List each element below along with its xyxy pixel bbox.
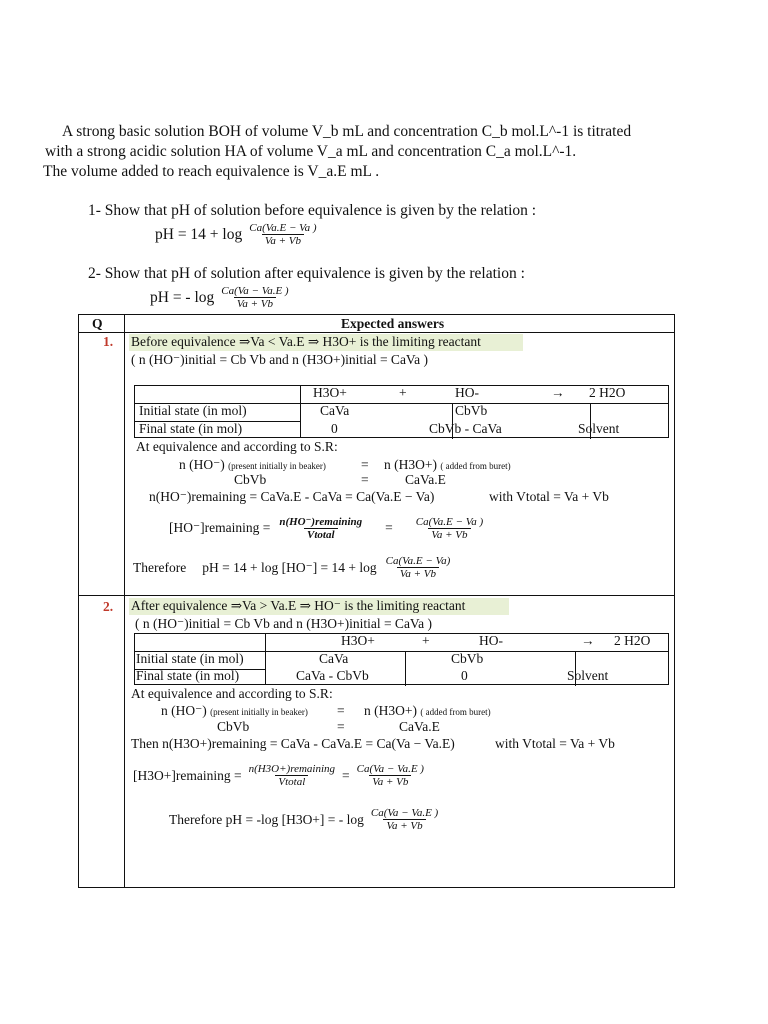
answer-2-concentration	[133, 763, 427, 788]
question-1-label: 1- Show that pH of solution before equivalence is given by the relation :	[88, 202, 537, 219]
answer-1-number: 1.	[103, 334, 114, 349]
answer-2-added-note: ( added from buret)	[420, 707, 491, 717]
table-header-answers: Expected answers	[341, 316, 445, 331]
answer-2-number: 2.	[103, 599, 114, 614]
answer-1-ph-expr: pH = 14 + log [HO⁻] = 14 + log	[202, 559, 377, 575]
answers-table	[78, 314, 675, 888]
answer-1-row2-b: CbVb - CaVa	[429, 421, 502, 436]
question-2-fraction	[218, 285, 291, 310]
answer-1-conc-num-2: Ca(Va.E − Va )	[415, 515, 484, 528]
answer-1-eq-2: =	[361, 472, 369, 487]
answer-2-eq-product: 2 H2O	[614, 633, 651, 648]
answer-1-therefore: Therefore	[133, 559, 187, 575]
answer-1-n-h3o	[384, 457, 511, 473]
question-2-denominator: Va + Vb	[234, 297, 276, 310]
answer-1-eq-ho: HO-	[455, 385, 479, 400]
answer-1-concentration	[169, 515, 486, 541]
question-1-formula	[155, 222, 320, 247]
answer-2-eq-h3o: H3O+	[341, 633, 375, 648]
question-2-formula	[150, 285, 292, 310]
answer-2-conc-lhs: [H3O+]remaining =	[133, 767, 242, 783]
answer-1-remaining: n(HO⁻)remaining = CaVa.E - CaVa = Ca(Va.E − Va)	[149, 489, 435, 504]
answer-2-ph-fraction	[368, 807, 441, 832]
answer-2-eq-1: =	[337, 703, 345, 718]
answer-1-n-h3o-text: n (H3O+)	[384, 457, 437, 472]
answer-1-row2-label: Final state (in mol)	[139, 421, 243, 436]
answer-1-n-ho-text: n (HO⁻)	[179, 457, 225, 472]
answer-1-initials: ( n (HO⁻)initial = Cb Vb and n (H3O+)initial = CaVa )	[131, 352, 429, 367]
answer-1-solvent: Solvent	[578, 421, 620, 436]
answer-2-n-h3o-text: n (H3O+)	[364, 703, 417, 718]
question-1-denominator: Va + Vb	[262, 234, 304, 247]
answer-1-cbvb: CbVb	[234, 472, 267, 487]
answer-2-ph-den: Va + Vb	[383, 819, 425, 832]
table-header-q: Q	[92, 316, 103, 331]
answer-2-cbvb: CbVb	[217, 719, 250, 734]
intro-line-2: with a strong acidic solution HA of volume V_a mL and concentration C_a mol.L^-1.	[45, 143, 577, 160]
answer-1-ph-num: Ca(Va.E − Va)	[385, 555, 451, 567]
answer-1-ph-line	[133, 555, 453, 580]
answer-1-eq-arrow: →	[551, 385, 565, 400]
answer-1-eq-sr: At equivalence and according to S.R:	[136, 439, 338, 454]
answer-1-eq-product: 2 H2O	[589, 385, 626, 400]
answer-2-ph-line	[169, 807, 441, 832]
answer-2-eq-arrow: →	[581, 633, 595, 648]
answer-2-conc-den-2: Va + Vb	[369, 775, 411, 788]
question-1-fraction	[246, 222, 319, 247]
question-1-numerator: Ca(Va.E − Va )	[249, 222, 317, 234]
answer-1-row1-label: Initial state (in mol)	[139, 403, 247, 418]
answer-2-row2-label: Final state (in mol)	[136, 668, 240, 683]
answer-1-conc-den: Vtotal	[304, 528, 338, 541]
answer-2-conc-den: Vtotal	[275, 775, 308, 788]
answer-1-row1-a: CaVa	[320, 403, 350, 418]
answer-1-conc-num: n(HO⁻)remaining	[279, 516, 363, 528]
answer-1-present-note: (present initially in beaker)	[228, 461, 326, 471]
answer-2-eq-ho: HO-	[479, 633, 503, 648]
answer-2-conc-num-2: Ca(Va − Va.E )	[356, 763, 424, 775]
answer-1-cavae: CaVa.E	[405, 472, 446, 487]
answer-1-conc-den-2: Va + Vb	[428, 528, 470, 541]
answer-1-eq-plus: +	[399, 385, 407, 400]
answer-2-ph-num: Ca(Va − Va.E )	[370, 807, 439, 819]
answer-2-n-ho-text: n (HO⁻)	[161, 703, 207, 718]
answer-1-ph-fraction	[383, 555, 454, 580]
answer-1-conc-lhs: [HO⁻]remaining =	[169, 520, 271, 535]
question-2-numerator: Ca(Va − Va.E )	[221, 285, 289, 297]
answer-1-n-ho	[179, 457, 326, 473]
answer-2-conc-fraction	[246, 763, 338, 788]
answer-2-present-note: (present initially in beaker)	[210, 707, 308, 717]
answer-1-row2-a: 0	[331, 421, 338, 436]
answer-1-conc-fraction-2	[413, 516, 486, 541]
question-2-label: 2- Show that pH of solution after equivalence is given by the relation :	[88, 265, 525, 282]
answer-2-remaining: Then n(H3O+)remaining = CaVa - CaVa.E = Ca(Va − Va.E)	[131, 736, 455, 751]
answer-2-n-ho	[161, 703, 308, 719]
answer-1-ph-den: Va + Vb	[397, 567, 439, 580]
answer-2-cavae: CaVa.E	[399, 719, 440, 734]
answer-2-row2-b: 0	[461, 668, 468, 683]
answer-2-therefore: Therefore pH = -log [H3O+] = - log	[169, 811, 364, 827]
answer-2-solvent: Solvent	[567, 668, 609, 683]
answer-2-eq-plus: +	[422, 633, 430, 648]
answer-2-row1-label: Initial state (in mol)	[136, 651, 244, 666]
answer-2-conc-num: n(H3O+)remaining	[248, 763, 336, 775]
answer-2-conc-fraction-2	[354, 763, 427, 788]
question-2-formula-lhs: pH = - log	[150, 288, 215, 306]
answer-2-row2-a: CaVa - CbVb	[296, 668, 369, 683]
intro-line-1: A strong basic solution BOH of volume V_b mL and concentration C_b mol.L^-1 is titrated	[62, 123, 632, 140]
answer-2-initials: ( n (HO⁻)initial = Cb Vb and n (H3O+)initial = CaVa )	[135, 616, 433, 631]
answer-1-eq-h3o: H3O+	[313, 385, 347, 400]
answer-1-vtotal: with Vtotal = Va + Vb	[489, 489, 609, 504]
answer-2-n-h3o	[364, 703, 491, 719]
answer-1-eq-1: =	[361, 457, 369, 472]
answer-1-title: Before equivalence ⇒Va < Va.E ⇒ H3O+ is the limiting reactant	[131, 334, 481, 349]
answer-2-eq-2: =	[337, 719, 345, 734]
answer-2-vtotal: with Vtotal = Va + Vb	[495, 736, 615, 751]
answer-1-conc-fraction	[276, 515, 365, 541]
intro-line-3: The volume added to reach equivalence is V_a.E mL .	[43, 163, 380, 180]
answer-2-eq-sr: At equivalence and according to S.R:	[131, 686, 333, 701]
answer-1-added-note: ( added from buret)	[440, 461, 511, 471]
answer-2-row1-a: CaVa	[319, 651, 349, 666]
answer-2-title: After equivalence ⇒Va > Va.E ⇒ HO⁻ is the limiting reactant	[131, 598, 466, 613]
answer-2-row1-b: CbVb	[451, 651, 484, 666]
answer-2-conc-eq: =	[342, 767, 350, 783]
answer-1-row1-b: CbVb	[455, 403, 488, 418]
answer-1-conc-eq: =	[385, 520, 393, 535]
question-1-formula-lhs: pH = 14 + log	[155, 225, 243, 243]
